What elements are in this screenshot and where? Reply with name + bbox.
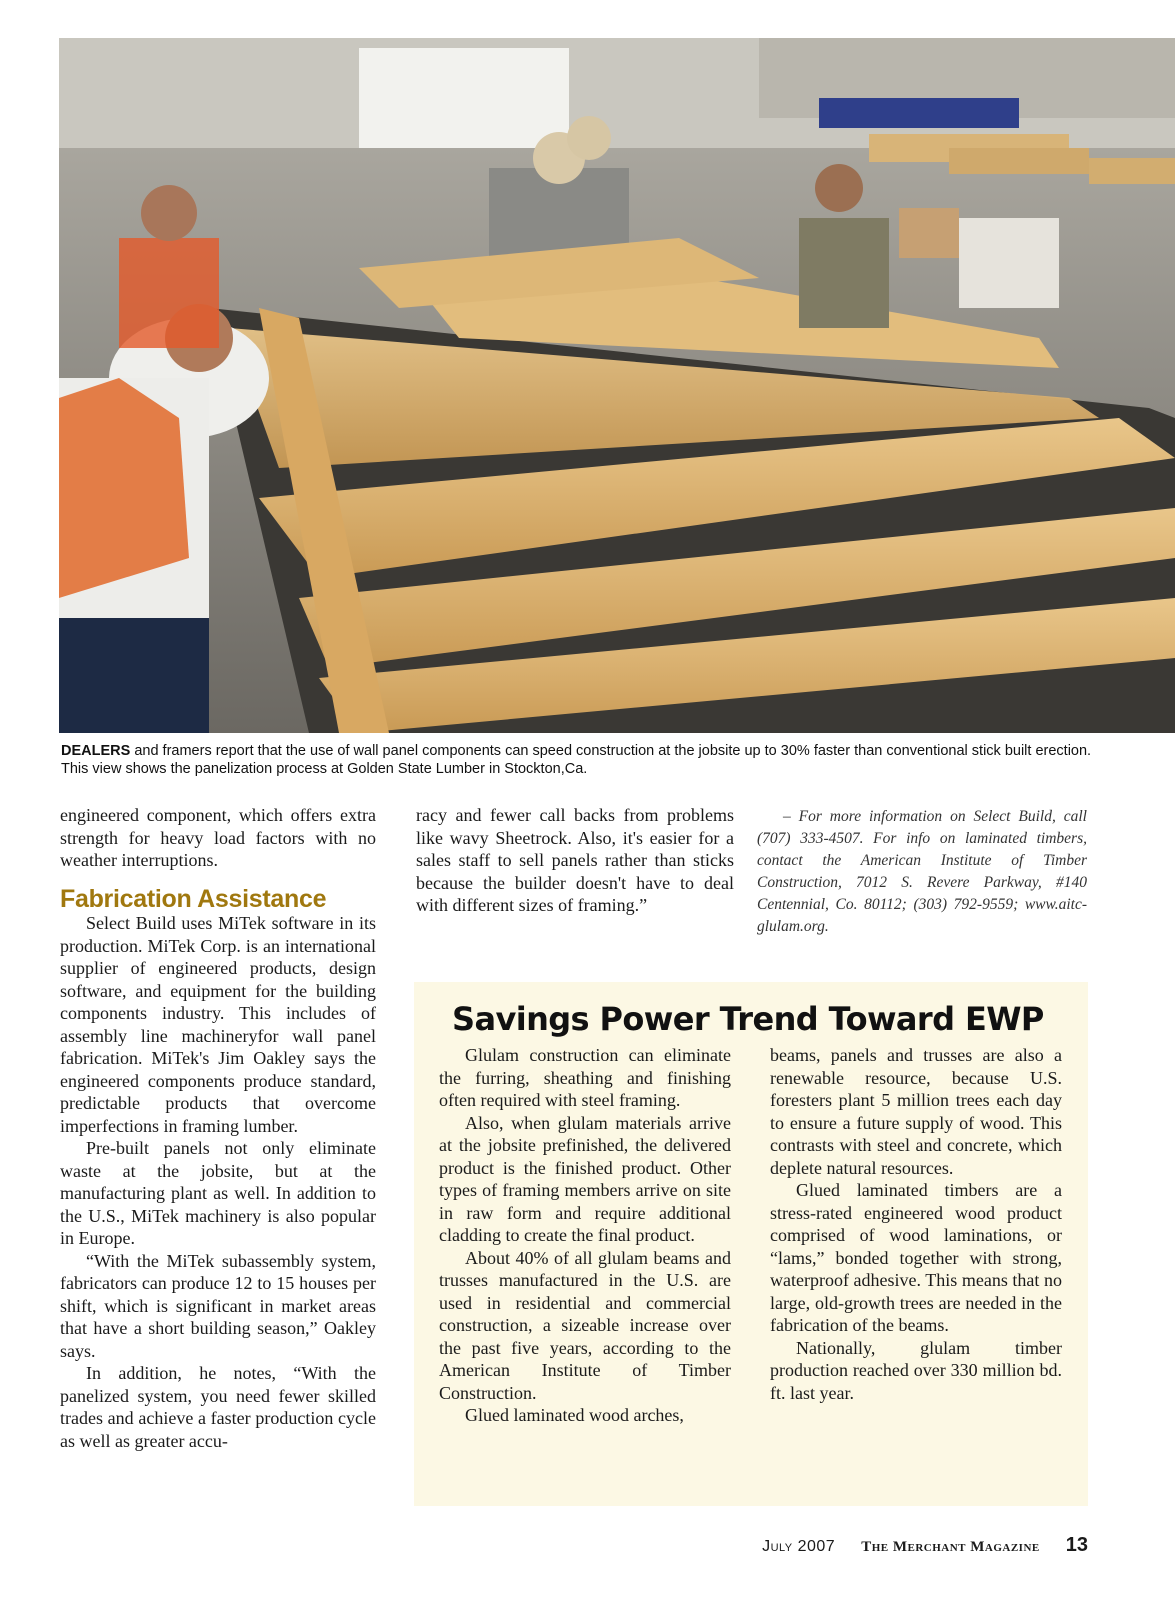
article-column-2 [416,804,734,917]
paragraph: Glulam construction can eliminate the furring, sheathing and finishing often required with steel framing. [439,1045,731,1110]
paragraph: Also, when glulam materials arrive at the jobsite prefinished, the delivered product is the finished product. Other types of framing members arrive on site in raw form and require additional cladding to create the final product. [439,1112,731,1245]
caption-text: and framers report that the use of wall panel components can speed construction at the jobsite up to 30% faster than conventional stick built erection. This view shows the panelization process at Golden State Lumber in Stockton,Ca. [61,743,1092,777]
paragraph: Glued laminated wood arches, [465,1405,684,1425]
paragraph: “With the MiTek subassembly system, fabricators can produce 12 to 15 houses per shift, which is significant in market areas that have a short building season,” Oakley says. [60,1250,376,1361]
sidebar-box [414,982,1088,1506]
article-column-1 [60,804,376,1452]
paragraph: racy and fewer call backs from problems like wavy Sheetrock. Also, it's easier for a sales staff to sell panels rather than sticks because the builder doesn't have to deal with different sizes of framing.” [416,805,734,915]
photo-caption [61,742,1121,778]
paragraph: Nationally, glulam timber production reached over 330 million bd. ft. last year. [770,1337,1062,1403]
paragraph: In addition, he notes, “With the panelized system, you need fewer skilled trades and achieve a faster production cycle as well as greater accu- [60,1363,376,1451]
paragraph: Pre-built panels not only eliminate waste at the jobsite, but at the manufacturing plant as well. In addition to the U.S., MiTek machinery is also popular in Europe. [60,1138,376,1248]
sidebar-column-2 [770,1044,1062,1404]
factory-photo-illustration [59,38,1175,733]
caption-lead: DEALERS [61,743,131,759]
paragraph: engineered component, which offers extra strength for heavy load factors with no weather interruptions. [60,805,376,870]
hero-photo [59,38,1175,733]
page-number: 13 [1065,1534,1088,1556]
sidebar-column-1 [439,1044,731,1427]
section-heading: Fabrication Assistance [60,884,327,913]
sidebar-title: Savings Power Trend Toward EWP [452,1000,1044,1038]
contact-info-note [757,806,1087,938]
paragraph: About 40% of all glulam beams and trusses manufactured in the U.S. are used in residential and commercial construction, a sizeable increase over the past five years, according to the American Institute of Timber Construction. [439,1247,731,1403]
paragraph: Select Build uses MiTek software in its production. MiTek Corp. is an international supplier of engineered products, design software, and equipment for the building components industry. This includes of assembly line machineryfor wall panel fabrication. MiTek's Jim Oakley says the engineered components produce standard, predictable products that overcome imperfections in framing lumber. [60,913,376,1136]
magazine-name: The Merchant Magazine [861,1539,1040,1555]
paragraph: beams, panels and trusses are also a renewable resource, because U.S. foresters plant 5 million trees each day to ensure a future supply of wood. This contrasts with steel and concrete, which deplete natural resources. [770,1045,1062,1178]
paragraph: Glued laminated timbers are a stress-rated engineered wood product comprised of wood laminations, or “lams,” bonded together with strong, waterproof adhesive. This means that no large, old-growth trees are needed in the fabrication of the beams. [770,1180,1062,1335]
page-footer [708,1534,1088,1558]
issue-date: July 2007 [762,1538,836,1555]
paragraph: – For more information on Select Build, call (707) 333-4507. For info on laminated timbers, contact the American Institute of Timber Construction, 7012 S. Revere Parkway, #140 Centennial, Co. 80112; (303) 792-9559; www.aitc-glulam.org. [757,808,1087,935]
